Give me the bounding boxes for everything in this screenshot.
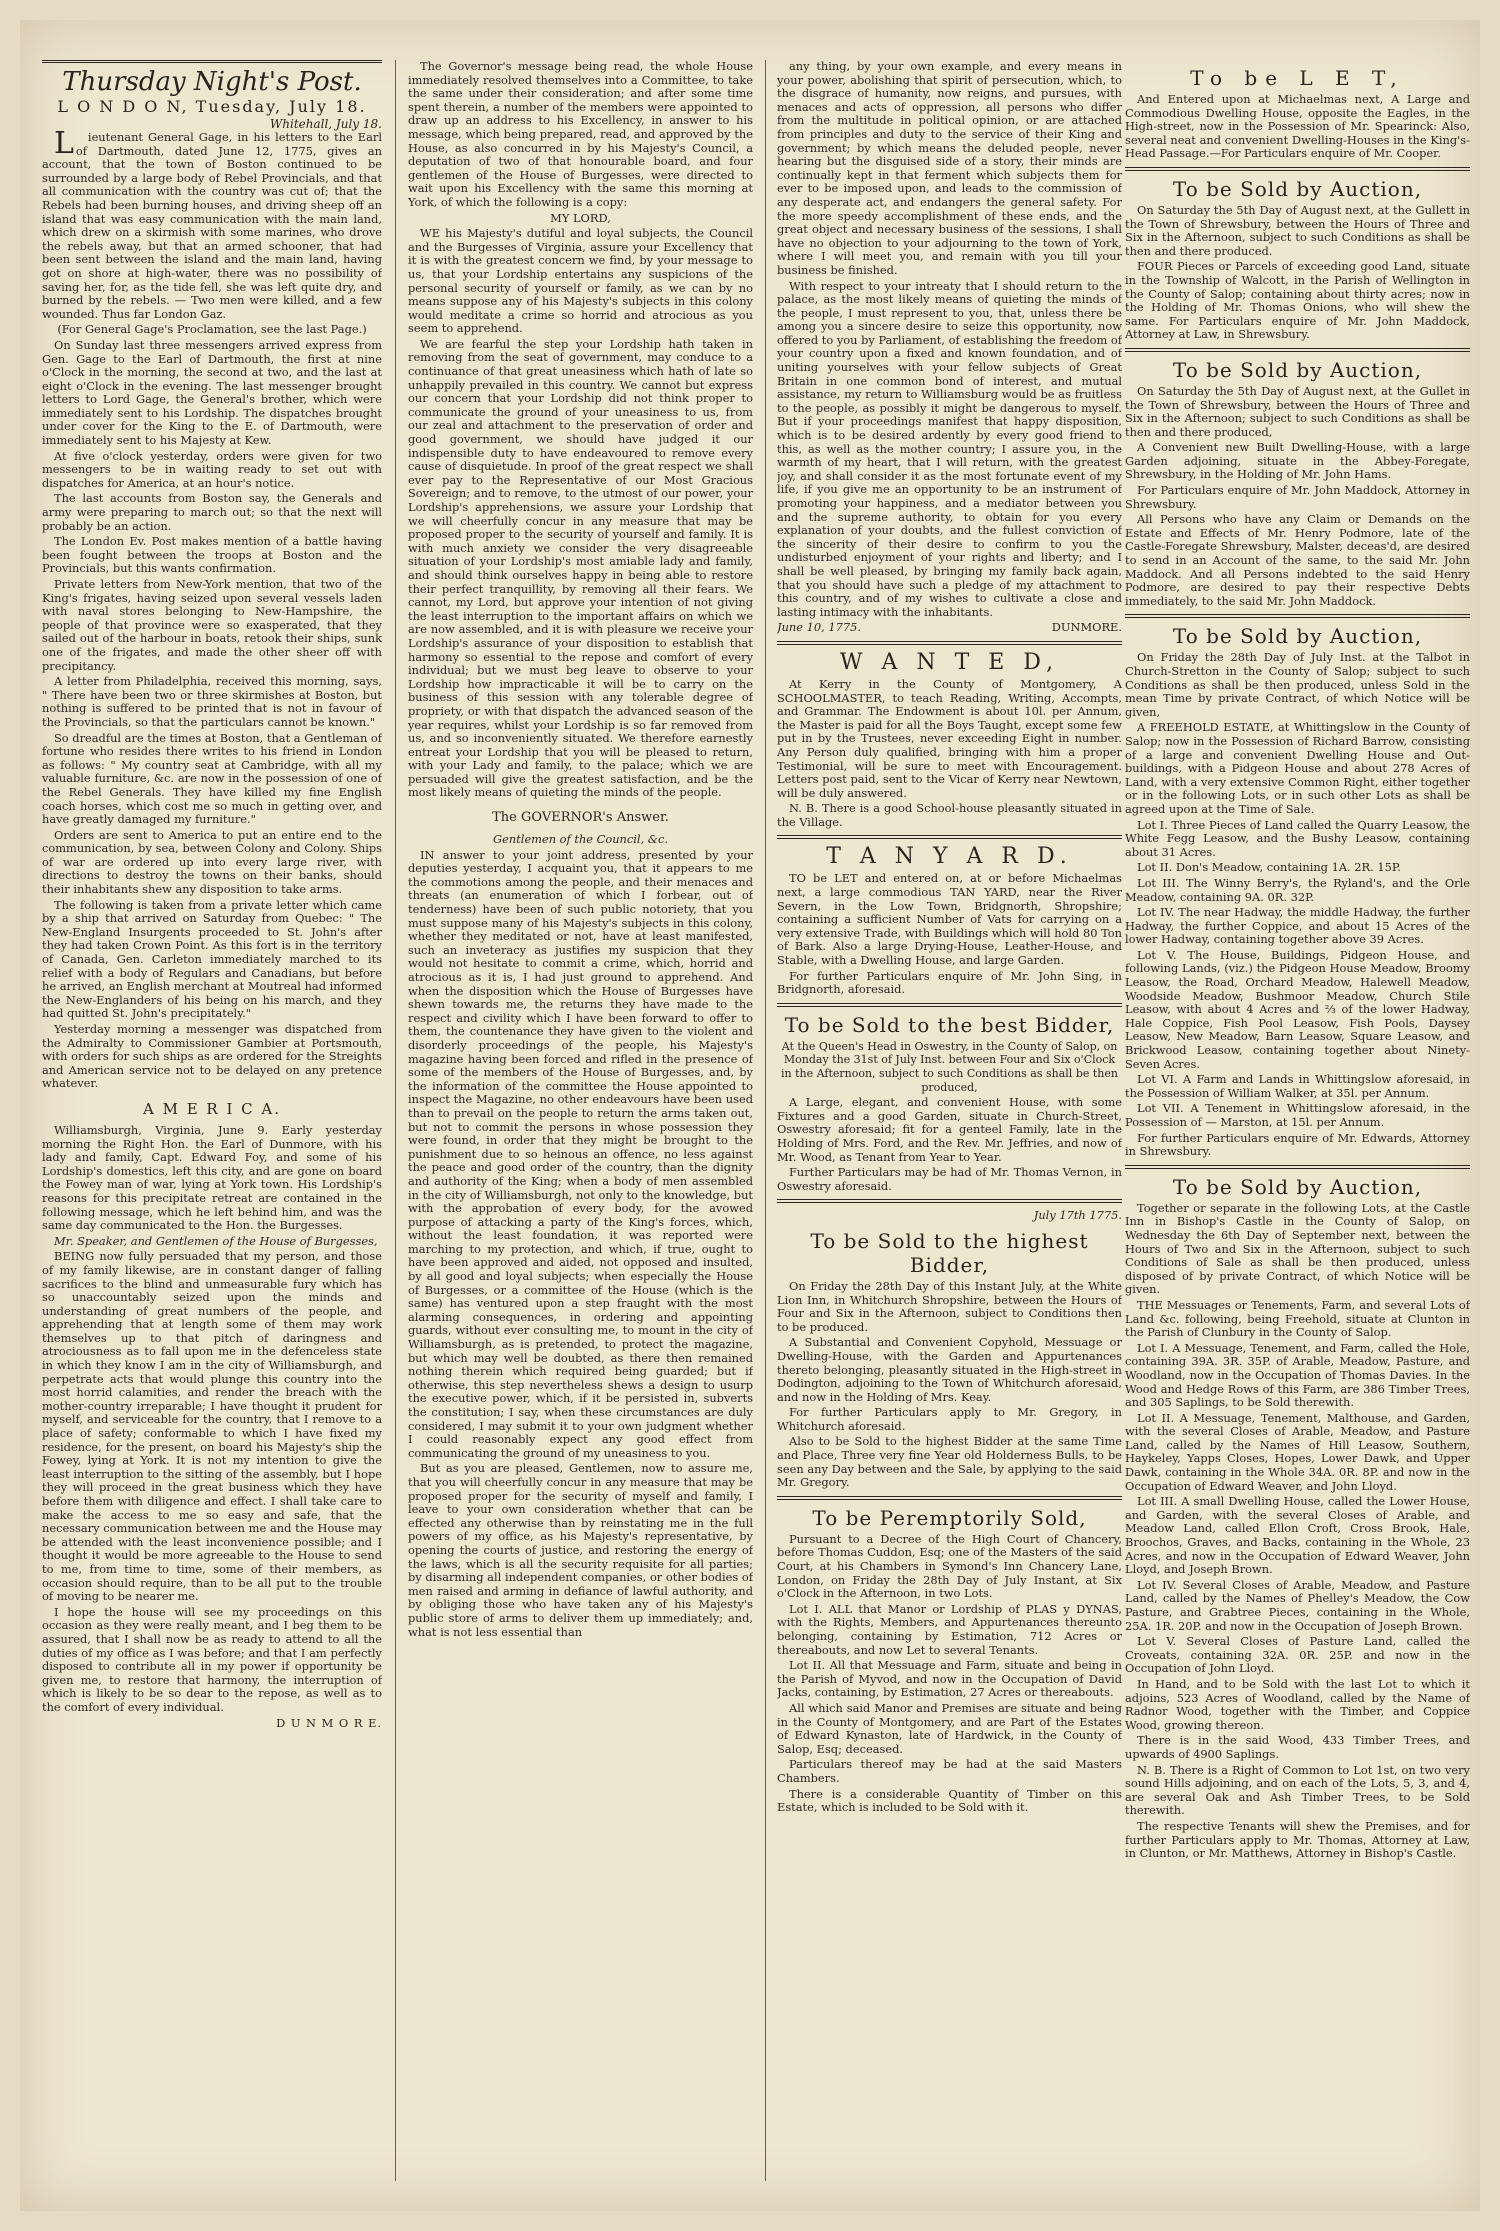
ad-paragraph: There is in the said Wood, 433 Timber Trees, and upwards of 4900 Saplings. <box>1125 1733 1470 1761</box>
column-3 <box>777 60 1122 2181</box>
divider <box>777 1199 1122 1203</box>
ad-paragraph: Lot III. The Winny Berry's, the Ryland's, and the Orle Meadow, containing 9A. 0R. 32P. <box>1125 875 1470 904</box>
ad-paragraph: N. B. There is a Right of Common to Lot 1st, on two very sound Hills adjoining, and on each of the Lots, 5, 3, and 4, are several Oak and Ash Timber Trees, to be Sold therewith. <box>1125 1762 1470 1818</box>
ad-paragraph: There is a considerable Quantity of Timber on this Estate, which is included to be Sold with it. <box>777 1786 1122 1815</box>
signature: DUNMORE. <box>1051 620 1122 635</box>
ad-paragraph: Lot II. Don's Meadow, containing 1A. 2R. 15P. <box>1137 860 1401 875</box>
masthead-dateline: L O N D O N, Tuesday, July 18. <box>57 97 367 116</box>
divider <box>777 835 1122 839</box>
ad-heading: To be Peremptorily Sold, <box>812 1505 1087 1530</box>
ad-paragraph: N. B. There is a good School-house pleasantly situated in the Village. <box>777 801 1122 829</box>
article-paragraph: A letter from Philadelphia, received this morning, says, " There have been two or three skirmishes at Boston, but nothing is suffered to be printed that is not in favour of the Provincials, so that the particulars cannot be known." <box>42 674 382 729</box>
ad-paragraph: Lot II. All that Messuage and Farm, situate and being in the Parish of Myvod, and now in the Occupation of David Jacks, containing, by Estimation, 27 Acres or thereabouts. <box>777 1658 1122 1700</box>
ad-paragraph: In Hand, and to be Sold with the last Lot to which it adjoins, 523 Acres of Woodland, called by the Name of Radnor Wood, together with the Timber, and Coppice Wood, growing thereon. <box>1125 1676 1470 1732</box>
ad-paragraph: And Entered upon at Michaelmas next, A Large and Commodious Dwelling House, opposite the Eagles, in the High-street, now in the Possession of Mr. Spearinck: Also, several neat and convenient Dwelling-Houses in the King's-Head Passage.—For Particulars enquire of Mr. Cooper. <box>1125 92 1470 161</box>
article-paragraph: At five o'clock yesterday, orders were given for two messengers to be in waiting ready to set out with dispatches for America, at an hour's notice. <box>42 448 382 490</box>
ad-paragraph: Lot V. The House, Buildings, Pidgeon House, and following Lands, (viz.) the Pidgeon House Meadow, Broomy Leasow, the Road, Orchard Meadow, Halewell Meadow, Woodside Meadow, Bushmoor Meadow, Church Stile Leasow, with about 4 Acres and ⅔ of the lower Hadway, Hale Coppice, Fish Pool Leasow, Fish Pools, Daysey Leasow, New Meadow, Barn Leasow, Square Leasow, and Brickwood Leasow, containing together about Ninety-Seven Acres. <box>1125 947 1470 1071</box>
article-paragraph: Orders are sent to America to put an entire end to the communication, by sea, between Colony and Colony. Ships of war are ordered up into every large river, with directions to destroy the towns on their banks, should their inhabitants shew any disposition to take arms. <box>42 827 382 897</box>
ad-paragraph: Lot VII. A Tenement in Whittingslow aforesaid, in the Possession of — Marston, at 15l. per Annum. <box>1125 1101 1470 1129</box>
section-subheading: Gentlemen of the Council, &c. <box>493 832 668 847</box>
ad-paragraph: TO be LET and entered on, at or before Michaelmas next, a large commodious TAN YARD, near the River Severn, in the Low Town, Bridgnorth, Shropshire; containing a sufficient Number of Vats for carrying on a very extensive Trade, with Buildings which will hold 80 Ton of Bark. Also a large Drying-House, Leather-House, and Stable, with a Dwelling House, and large Garden. <box>777 871 1122 968</box>
ad-paragraph: A FREEHOLD ESTATE, at Whittingslow in the County of Salop; now in the Possession of Richard Barrow, consisting of a large and convenient Dwelling House and Out-buildings, with a Pidgeon House and about 278 Acres of Land, with a very extensive Common Right, either together or in the following Lots, or in such other Lots as shall be agreed upon at the Time of Sale. <box>1125 720 1470 816</box>
dated-signoff <box>777 621 1122 635</box>
column-rule <box>765 60 766 2181</box>
article-paragraph: The London Ev. Post makes mention of a battle having been fought between the troops at Boston and the Provincials, but this wants confirmation. <box>42 534 382 576</box>
signoff-date: June 10, 1775. <box>777 620 861 635</box>
ad-paragraph: On Friday the 28th Day of this Instant July, at the White Lion Inn, in Whitchurch Shropshire, between the Hours of Four and Six in the Afternoon, subject to Conditions then to be produced. <box>777 1278 1122 1334</box>
ad-heading: To be Sold to the highest Bidder, <box>810 1228 1089 1277</box>
divider <box>777 1003 1122 1007</box>
ad-paragraph: For further Particulars enquire of Mr. John Sing, in Bridgnorth, aforesaid. <box>777 968 1122 997</box>
ad-paragraph: All Persons who have any Claim or Demands on the Estate and Effects of Mr. Henry Podmore, late of the Castle-Foregate Shrewsbury, Malster, deceas'd, are desired to send in an Account of the same, to the said Mr. John Maddock. And all Persons indebted to the said Henry Podmore, are desired to pay their respective Debts immediately, to the said Mr. John Maddock. <box>1125 512 1470 608</box>
article-paragraph: any thing, by your own example, and every means in your power, abolishing that spirit of persecution, which, to the disgrace of humanity, now reigns, and pursues, with menaces and acts of oppression, all persons who differ from the multitude in political opinion, or are attached from principles and duty to the service of their King and government; by which means the deluded people, never hearing but the disguised side of a story, their minds are continually kept in that ferment which subjects them for ever to be imposed upon, and leads to the commission of any desperate act, and endangers the general safety. For the more speedy accomplishment of these ends, and the great object and necessary business of the sessions, I shall have no objection to your adjourning to the town of York, where I will meet you, and remain with you till your business be finished. <box>777 60 1122 277</box>
address-salutation: Mr. Speaker, and Gentlemen of the House of Burgesses, <box>54 1233 378 1248</box>
divider <box>1125 167 1470 171</box>
ad-date: July 17th 1775. <box>1033 1208 1122 1223</box>
ad-heading: W A N T E D, <box>839 649 1060 675</box>
ad-paragraph: Particulars thereof may be had at the said Masters Chambers. <box>777 1757 1122 1785</box>
article-paragraph: Williamsburgh, Virginia, June 9. Early yesterday morning the Right Hon. the Earl of Dunmore, with his lady and family, Capt. Edward Foy, and some of his Lordship's domestics, left this city, and are gone on board the Fowey man of war, lying at York town. His Lordship's reasons for this precipitate retreat are contained in the following message, which he left behind him, and was the same day communicated to the Hon. the Burgesses. <box>42 1122 382 1233</box>
ad-paragraph: FOUR Pieces or Parcels of exceeding good Land, situate in the Township of Walcott, in the Parish of Wellington in the County of Salop; containing about thirty acres; now in the Holding of Mr. Thomas Onions, who will shew the same. For Particulars enquire of Mr. John Maddock, Attorney at Law, in Shrewsbury. <box>1125 259 1470 342</box>
ad-heading: To be Sold by Auction, <box>1172 1174 1423 1199</box>
column-4 <box>1125 60 1470 2181</box>
ad-paragraph: For Particulars enquire of Mr. John Maddock, Attorney in Shrewsbury. <box>1125 483 1470 511</box>
ad-heading: To be Sold to the best Bidder, <box>784 1012 1115 1037</box>
signature: D U N M O R E. <box>276 1715 382 1730</box>
ad-paragraph: On Saturday the 5th Day of August next, at the Gullett in the Town of Shrewsbury, between the Hours of Three and Six in the Afternoon, subject to such Conditions as shall be then and there produced. <box>1125 202 1470 258</box>
ad-paragraph: Lot I. A Messuage, Tenement, and Farm, called the Hole, containing 39A. 3R. 35P. of Arable, Meadow, Pasture, and Woodland, now in the Occupation of Thomas Davies. In the Wood and Hedge Rows of this Farm, are 386 Timber Trees, and 305 Saplings, to be Sold therewith. <box>1125 1340 1470 1410</box>
article-paragraph: The following is taken from a private letter which came by a ship that arrived on Saturday from Quebec: " The New-England Insurgents proceeded to St. John's after they had taken Crown Point. As this fort is in the territory of Canada, Gen. Carleton immediately marched to its relief with a body of Regulars and Canadians, but before he arrived, an English merchant at Moutreal had informed the New-Englanders of his being on his march, and they had quitted St. John's precipitately." <box>42 897 382 1021</box>
ad-heading: T A N Y A R D. <box>826 844 1073 870</box>
ad-paragraph: At the Queen's Head in Oswestry, in the County of Salop, on Monday the 31st of July Inst. between Four and Six o'Clock in the Afternoon, subject to such Conditions as shall be then produced, <box>781 1039 1118 1094</box>
ad-heading: To be L E T, <box>1190 66 1405 90</box>
ad-heading: To be Sold by Auction, <box>1172 624 1423 649</box>
divider <box>777 641 1122 645</box>
divider <box>1125 1165 1470 1169</box>
ad-paragraph: THE Messuages or Tenements, Farm, and several Lots of Land &c. following, being Freehold, situate at Clunton in the Parish of Clunbury in the County of Salop. <box>1125 1297 1470 1340</box>
article-paragraph: The last accounts from Boston say, the Generals and army were preparing to march out; so that the next will probably be an action. <box>42 491 382 533</box>
article-paragraph: Private letters from New-York mention, that two of the King's frigates, having seized upon several vessels laden with naval stores belonging to New-Hampshire, the people of that province were so exasperated, that they sailed out of the harbour in boats, retook their ships, sunk one of the frigates, and made the other sheer off with precipitancy. <box>42 577 382 673</box>
article-paragraph: On Sunday last three messengers arrived express from Gen. Gage to the Earl of Dartmouth, the first at nine o'Clock in the morning, the second at two, and the last at eight o'Clock in the evening. The last messenger brought letters to Lord Gage, the General's brother, which were immediately sent to his Lordship. The dispatches brought under cover for the King to the E. of Dartmouth, were immediately sent to his Majesty at Kew. <box>42 337 382 448</box>
article-paragraph: The Governor's message being read, the whole House immediately resolved themselves into a Committee, to take the same under their consideration; and after some time spent therein, a number of the members were appointed to draw up an address to his Excellency, in answer to his message, which being prepared, read, and approved by the House, as also concurred in by his Majesty's Council, a deputation of two of that honourable board, and four gentlemen of the House of Burgesses, were directed to wait upon his Excellency with the same this morning at York, of which the following is a copy: <box>408 60 753 209</box>
ad-paragraph: Also to be Sold to the highest Bidder at the same Time and Place, Three very fine Year old Holderness Bulls, to be seen any Day between and the Sale, by applying to the said Mr. Gregory. <box>777 1434 1122 1490</box>
divider <box>777 1496 1122 1500</box>
ad-paragraph: A Convenient new Built Dwelling-House, with a large Garden adjoining, situate in the Abbey-Foregate, Shrewsbury, in the Holding of Mr. John Hams. <box>1125 440 1470 482</box>
column-2 <box>408 60 753 2181</box>
article-paragraph: I hope the house will see my proceedings on this occasion as they were really meant, and I beg them to be assured, that I shall now be as ready to attend to all the duties of my office as I was before; and that I am perfectly disposed to contribute all in my power if opportunity be given me, to restore that harmony, the interruption of which is likely to be so dear to the repose, as well as to the comfort of every individual. <box>42 1604 382 1714</box>
article-paragraph: WE his Majesty's dutiful and loyal subjects, the Council and the Burgesses of Virginia, assure your Excellency that it is with the greatest concern we find, by your message to us, that your Lordship entertains any suspicions of the personal security of yourself or family, as we can by no means suppose any of his Majesty's subjects in this colony would meditate a crime so horrid and atrocious as you seem to apprehend. <box>408 226 753 336</box>
ad-paragraph: For further Particulars apply to Mr. Gregory, in Whitchurch aforesaid. <box>777 1405 1122 1433</box>
masthead <box>42 60 382 131</box>
article-note: (For General Gage's Proclamation, see the last Page.) <box>57 322 367 337</box>
article-paragraph: So dreadful are the times at Boston, that a Gentleman of fortune who resides there writes to his friend in London as follows: " My country seat at Cambridge, with all my valuable furniture, &c. are now in the possession of one of the Rebel Generals. They have killed my fine English coach horses, which cost me so much in getting over, and have greatly damaged my furniture." <box>42 730 382 827</box>
ad-paragraph: Lot II. A Messuage, Tenement, Malthouse, and Garden, with the several Closes of Arable, Meadow, and Pasture Land, called by the Names of Hill Leasow, Southern, Haykeley, Yapps Closes, Hopes, Lower Dawk, and Upper Dawk, containing in the Whole 34A. 0R. 8P. and now in the Occupation of Edward Weaver, and John Lloyd. <box>1125 1410 1470 1493</box>
ad-paragraph: Further Particulars may be had of Mr. Thomas Vernon, in Oswestry aforesaid. <box>777 1165 1122 1193</box>
section-heading: A M E R I C A. <box>142 1099 282 1118</box>
ad-paragraph: Pursuant to a Decree of the High Court of Chancery, before Thomas Cuddon, Esq; one of the Masters of the said Court, at his Chambers in Symond's Inn Chancery Lane, London, on Friday the 28th Day of July Instant, at Six o'Clock in the Afternoon, in two Lots. <box>777 1531 1122 1601</box>
article-paragraph: With respect to your intreaty that I should return to the palace, as the most likely means of quieting the minds of the people, I must represent to you, that, unless there be among you a sincere desire to seize this opportunity, now offered to you by Parliament, of establishing the freedom of your country upon a fixed and known foundation, and of uniting yourselves with your fellow subjects of Great Britain in one common bond of interest, and mutual assistance, my return to Williamsburg would be as fruitless to the people, as possibly it might be dangerous to myself. But if your proceedings manifest that happy disposition, which is to be desired ardently by every good friend to this, as well as the mother country; I assure you, in the warmth of my heart, that I will return, with the greatest joy, and shall consider it as the most fortunate event of my life, if you give me an opportunity to be an instrument of promoting your happiness, and a mediator between you and the supreme authority, to obtain for you every explanation of your doubts, and the fullest conviction of the sincerity of their desire to confirm to you the undisturbed enjoyment of your rights and liberty; and I shall be well pleased, by bringing my family back again, that you should have such a pledge of my attachment to this country, and of my wishes to cultivate a close and lasting intimacy with the inhabitants. <box>777 278 1122 619</box>
article-paragraph: Yesterday morning a messenger was dispatched from the Admiralty to Commissioner Gambier at Portsmouth, with orders for such ships as are ordered for the Streights and American service not to be delayed on any pretence whatever. <box>42 1022 382 1091</box>
divider <box>1125 348 1470 352</box>
ad-paragraph: At Kerry in the County of Montgomery, A SCHOOLMASTER, to teach Reading, Writing, Accompts, and Grammar. The Endowment is about 10l. per Annum, the Master is paid for all the Boys Taught, except some few put in by the Trustees, never exceeding Eight in number. Any Person duly qualified, bringing with him a proper Testimonial, will be sure to meet with Encouragement. Letters post paid, sent to the Vicar of Kerry near Newtown, will be duly answered. <box>777 676 1122 800</box>
newspaper-page <box>20 20 1480 2211</box>
article-paragraph: Lieutenant General Gage, in his letters to the Earl of Dartmouth, dated June 12, 1775, gives an account, that the town of Boston continued to be surrounded by a large body of Rebel Provincials, and that all communication with the country was cut of; that the Rebels had been burning houses, and driving sheep off an island that was easy communication with the main land, which drew on a skirmish with some marines, who drove the rebels away, but that an armed schooner, that had been sent between the island and the main land, having got on shore at high-water, there was no possibility of saving her, for, as the tide fell, she was left quite dry, and burned by the rebels. — Two men were killed, and a few wounded. Thus far London Gaz. <box>42 126 382 321</box>
ad-heading: To be Sold by Auction, <box>1172 176 1423 201</box>
ad-paragraph: Lot IV. Several Closes of Arable, Meadow, and Pasture Land, called by the Names of Phelley's Meadow, the Cow Pasture, and Grabtree Pieces, containing in the Whole, 25A. 1R. 20P. and now in the Occupation of Joseph Brown. <box>1125 1577 1470 1633</box>
ad-paragraph: On Saturday the 5th Day of August next, at the Gullet in the Town of Shrewsbury, between the Hours of Three and Six in the Afternoon; subject to such Conditions as shall be then and there produced, <box>1125 383 1470 439</box>
address-salutation: MY LORD, <box>550 210 611 225</box>
article-paragraph: We are fearful the step your Lordship hath taken in removing from the seat of government, may conduce to a continuance of that great uneasiness which hath of late so unhappily prevailed in this country. We cannot but express our concern that your Lordship did not think proper to communicate the ground of your uneasiness to us, from our zeal and attachment to the preservation of order and good government, we should have judged it our indispensible duty to have endeavoured to remove every cause of disquietude. In proof of the great respect we shall ever pay to the Representative of our Most Gracious Sovereign; and to remove, to the utmost of our power, your Lordship's apprehensions, we assure your Lordship that we will cheerfully concur in any measure that may be proposed proper to the security of yourself and family. It is with much anxiety we consider the very disagreeable situation of your Lordship's most amiable lady and family, and should think ourselves happy in being able to restore their perfect tranquillity, by removing all their fears. We cannot, my Lord, but approve your intention of not giving the least interruption to the important affairs on which we are now assembled, and it is with pleasure we receive your Lordship's assurance of your disposition to establish that harmony so essential to the repose and comfort of every individual; but we must beg leave to observe to your Lordship how impracticable it will be to carry on the business of this session with any tolerable degree of propriety, or with that dispatch the advanced season of the year requires, whilst your Lordship is so far removed from us, and so inconveniently situated. We therefore earnestly entreat your Lordship that you will be pleased to return, with your Lady and family, to the palace; which we are persuaded will give the greatest satisfaction, and be the most likely means of quieting the minds of the people. <box>408 336 753 800</box>
article-paragraph: BEING now fully persuaded that my person, and those of my family likewise, are in constant danger of falling sacrifices to the blind and unmeasurable fury which has so unaccountably seized upon the minds and understanding of great numbers of the people, and apprehending that at length some of them may work themselves up to that pitch of daringness and atrociousness as to fall upon me in the defenceless state in which they know I am in the city of Williamsburgh, and perpetrate acts that would plunge this country into the most horrid calamities, and render the breach with the mother-country irreparable; I have thought it prudent for myself, and serviceable for the country, that I remove to a place of safety; conformable to which I have fixed my residence, for the present, on board his Majesty's ship the Fowey, lying at York. It is not my intention to give the least interruption to the sitting of the assembly, but I hope they will proceed in the great business which they have before them with diligence and effect. I shall take care to make the access to me so easy and safe, that the necessary communication between me and the House may be attended with the least inconvenience possible; and I thought it would be more agreeable to the House to send to me, from time to time, some of their members, as occasion should require, than to be all put to the trouble of moving to be nearer me. <box>42 1249 382 1604</box>
ad-heading: To be Sold by Auction, <box>1172 357 1423 382</box>
ad-paragraph: A Substantial and Convenient Copyhold, Messuage or Dwelling-House, with the Garden and Appurtenances thereto belonging, pleasantly situated in the High-street in Dodington, adjoining to the Town of Whitchurch aforesaid, and now in the Holding of Mrs. Keay. <box>777 1335 1122 1404</box>
ad-paragraph: The respective Tenants will shew the Premises, and for further Particulars apply to Mr. Thomas, Attorney at Law, in Clunton, or Mr. Matthews, Attorney in Bishop's Castle. <box>1125 1818 1470 1861</box>
ad-paragraph: Lot I. Three Pieces of Land called the Quarry Leasow, the White Fegg Leasow, and the Bushy Leasow, containing about 31 Acres. <box>1125 817 1470 859</box>
column-rule <box>395 60 396 2181</box>
section-heading: The GOVERNOR's Answer. <box>492 810 669 826</box>
masthead-title: Thursday Night's Post. <box>62 67 362 97</box>
ad-paragraph: Lot IV. The near Hadway, the middle Hadway, the further Hadway, the further Coppice, and about 15 Acres of the lower Hadway, containing together above 39 Acres. <box>1125 905 1470 947</box>
ad-paragraph: For further Particulars enquire of Mr. Edwards, Attorney in Shrewsbury. <box>1125 1130 1470 1159</box>
ad-paragraph: Lot VI. A Farm and Lands in Whittingslow aforesaid, in the Possession of William Walker, at 35l. per Annum. <box>1125 1072 1470 1100</box>
divider <box>1125 614 1470 618</box>
ad-paragraph: Lot III. A small Dwelling House, called the Lower House, and Garden, with the several Closes of Arable, and Meadow Land, called Ellon Croft, Cross Brook, Hale, Broochos, Graves, and Backs, containing in the Whole, 23 Acres, and now in the Occupation of Edward Weaver, John Lloyd, and Joseph Brown. <box>1125 1494 1470 1577</box>
ad-paragraph: Lot I. ALL that Manor or Lordship of PLAS y DYNAS, with the Rights, Members, and Appurtenances thereunto belonging, containing by Estimation, 712 Acres or thereabouts, and now Let to several Tenants. <box>777 1601 1122 1657</box>
article-paragraph: But as you are pleased, Gentlemen, now to assure me, that you will cheerfully concur in any measure that may be proposed proper for the security of myself and family, I leave to your own consideration whether that can be effected any otherwise than by reinstating me in the full powers of my office, as his Majesty's representative, by opening the courts of justice, and restoring the energy of the laws, which is all the security requisite for all parties; by disarming all independent companies, or other bodies of men raised and arming in defiance of lawful authority, and by obliging those who have taken any of his Majesty's public store of arms to deliver them up immediately; and, what is not less essential than <box>408 1461 753 1639</box>
ad-paragraph: A Large, elegant, and convenient House, with some Fixtures and a good Garden, situate in Church-Street, Oswestry aforesaid; fit for a genteel Family, late in the Holding of Mrs. Ford, and the Rev. Mr. Jeffries, and now of Mr. Wood, as Tenant from Year to Year. <box>777 1095 1122 1164</box>
ad-paragraph: On Friday the 28th Day of July Inst. at the Talbot in Church-Stretton in the County of Salop; subject to such Conditions as shall be then produced, unless Sold in the mean Time by private Contract, of which Notice will be given, <box>1125 650 1470 719</box>
column-1 <box>42 60 382 2181</box>
ad-paragraph: Lot V. Several Closes of Pasture Land, called the Croveats, containing 32A. 0R. 25P. and now in the Occupation of John Lloyd. <box>1125 1634 1470 1676</box>
ad-paragraph: Together or separate in the following Lots, at the Castle Inn in Bishop's Castle in the County of Salop, on Wednesday the 6th Day of September next, between the Hours of Two and Six in the Afternoon, subject to such Conditions of Sale as shall be then produced, unless disposed of by private Contract, of which Notice will be given. <box>1125 1200 1470 1297</box>
whitehall-dateline: Whitehall, July 18. <box>269 117 382 131</box>
ad-paragraph: All which said Manor and Premises are situate and being in the County of Montgomery, and are Part of the Estates of Edward Kynaston, late of Hardwick, in the County of Salop, Esq; deceased. <box>777 1700 1122 1756</box>
article-paragraph: IN answer to your joint address, presented by your deputies yesterday, I acquaint you, that it appears to me the commotions among the people, and their menaces and threats (an enumeration of which I forbear, out of tenderness) have been of such public notoriety, that you must suppose many of his Majesty's subjects in this colony, whether they meditated or not, have at least manifested, such an inveteracy as justifies my suspicion that they would not hesitate to commit a crime, which, horrid and atrocious as it is, I had just ground to apprehend. And when the disposition which the House of Burgesses have shewn towards me, the returns they have made to the respect and civility which I have been forward to offer to them, the countenance they have given to the violent and disorderly proceedings of the people, his Majesty's magazine having been forced and rifled in the presence of some of the members of the House of Burgesses, and, by the information of the committee the House appointed to inspect the Magazine, no other endeavours have been used than to prevail on the people to return the arms taken out, but not to commit the persons in whose possession they were found, in order that they might be brought to the punishment due to so heinous an offence, no less against the peace and good order of the country, than the dignity and authority of the King; when a body of men assembled in the city of Williamsburgh, not only to the knowledge, but with the approbation of every body, for the avowed purpose of attacking a party of the King's forces, which, without the least foundation, it was reported were marching to my protection, and which, if true, ought to have been approved and aided, not opposed and insulted, by all good and loyal subjects; when especially the House of Burgesses, or a committee of the House (which is the same) has ventured upon a step fraught with the most alarming consequences, in ordering and appointing guards, without ever consulting me, to mount in the city of Williamsburgh, as is pretended, to protect the magazine, but which may well be doubted, as there then remained nothing therein which required being guarded; but if otherwise, this step nevertheless shews a design to usurp the executive power, which, if it be persisted in, subverts the constitution; I say, when these circumstances are duly considered, I may submit it to your own judgment whether I could reasonably expect any good effect from communicating the ground of my uneasiness to you. <box>408 847 753 1460</box>
